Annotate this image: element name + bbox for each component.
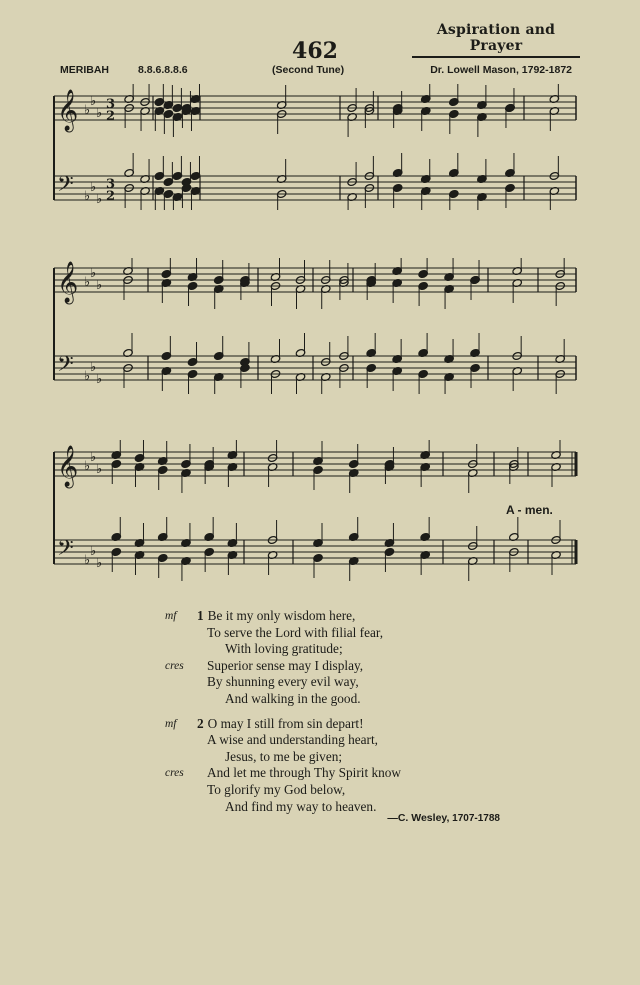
flat-icon: ♭ [84, 459, 91, 474]
composer: Dr. Lowell Mason, 1792-1872 [430, 64, 572, 76]
verse-text: Jesus, to me be given; [225, 748, 343, 764]
verse-line [165, 765, 525, 782]
dynamic-mark: mf [165, 610, 177, 622]
music-system-3 [48, 440, 582, 590]
svg-text:3: 3 [106, 97, 116, 112]
verse-line [165, 749, 525, 766]
stanza-1 [165, 608, 525, 708]
verse-line [165, 625, 525, 642]
bass-clef-icon: 𝄢 [57, 536, 74, 566]
music-system-1 [48, 84, 582, 210]
verse-line [165, 641, 525, 658]
flat-icon: ♭ [84, 275, 91, 290]
dynamic-mark: cres [165, 767, 184, 780]
dynamic-mark: mf [165, 717, 177, 730]
flat-icon: ♭ [90, 94, 97, 109]
verse-line [165, 716, 525, 733]
verse-text: To glorify my God below, [207, 781, 346, 797]
verse-text: Be it my only wisdom here, [207, 608, 356, 623]
dynamic-mark: cres [165, 659, 184, 672]
tune-info [60, 64, 580, 80]
music-system-2 [48, 258, 582, 394]
attribution [360, 812, 500, 824]
svg-text:2: 2 [106, 109, 116, 124]
verse-line [165, 608, 525, 625]
verse-text: Superior sense may I display, [207, 657, 364, 673]
verse-text: To serve the Lord with filial fear, [207, 624, 384, 640]
verse-text: And find my way to heaven. [225, 798, 377, 814]
treble-clef-icon: 𝄞 [57, 446, 79, 487]
treble-clef-icon: 𝄞 [57, 90, 79, 131]
flat-icon: ♭ [84, 103, 91, 118]
flat-icon: ♭ [96, 278, 103, 293]
flat-icon: ♭ [84, 369, 91, 384]
attribution-years: 1707-1788 [452, 813, 500, 824]
tune-name: MERIBAH [60, 64, 109, 76]
verse-number: 1 [197, 608, 204, 623]
flat-icon: ♭ [90, 450, 97, 465]
attribution-author: —C. Wesley, [387, 812, 450, 824]
verse-text: And let me through Thy Spirit know [207, 765, 402, 781]
verse-line [165, 674, 525, 691]
bass-clef-icon: 𝄢 [57, 352, 74, 382]
verse-line [165, 732, 525, 749]
verse-line [165, 691, 525, 708]
flat-icon: ♭ [96, 192, 103, 207]
svg-text:2: 2 [106, 189, 116, 204]
flat-icon: ♭ [90, 266, 97, 281]
tune-meter: 8.8.6.8.8.6 [138, 64, 188, 76]
flat-icon: ♭ [84, 553, 91, 568]
flat-icon: ♭ [96, 462, 103, 477]
verse-text: And walking in the good. [225, 690, 361, 706]
verse-text: A wise and understanding heart, [207, 732, 378, 748]
tune-note: (Second Tune) [272, 64, 345, 76]
verse-number: 2 [197, 715, 204, 731]
flat-icon: ♭ [90, 544, 97, 559]
verses [165, 608, 525, 823]
flat-icon: ♭ [90, 360, 97, 375]
verse-line [165, 782, 525, 799]
hymn-number: 462 [292, 38, 338, 64]
flat-icon: ♭ [96, 106, 103, 121]
flat-icon: ♭ [96, 556, 103, 571]
section-title: Aspiration and Prayer [412, 22, 580, 58]
stanza-2 [165, 716, 525, 816]
verse-line [165, 658, 525, 675]
treble-clef-icon: 𝄞 [57, 262, 79, 303]
flat-icon: ♭ [84, 189, 91, 204]
verse-text: With loving gratitude; [225, 641, 343, 657]
verse-text: By shunning every evil way, [207, 674, 359, 690]
svg-text:3: 3 [106, 177, 116, 192]
amen-text: A - men. [506, 503, 553, 517]
flat-icon: ♭ [96, 372, 103, 387]
verse-text: O may I still from sin depart! [207, 715, 364, 731]
bass-clef-icon: 𝄢 [57, 172, 74, 202]
flat-icon: ♭ [90, 180, 97, 195]
